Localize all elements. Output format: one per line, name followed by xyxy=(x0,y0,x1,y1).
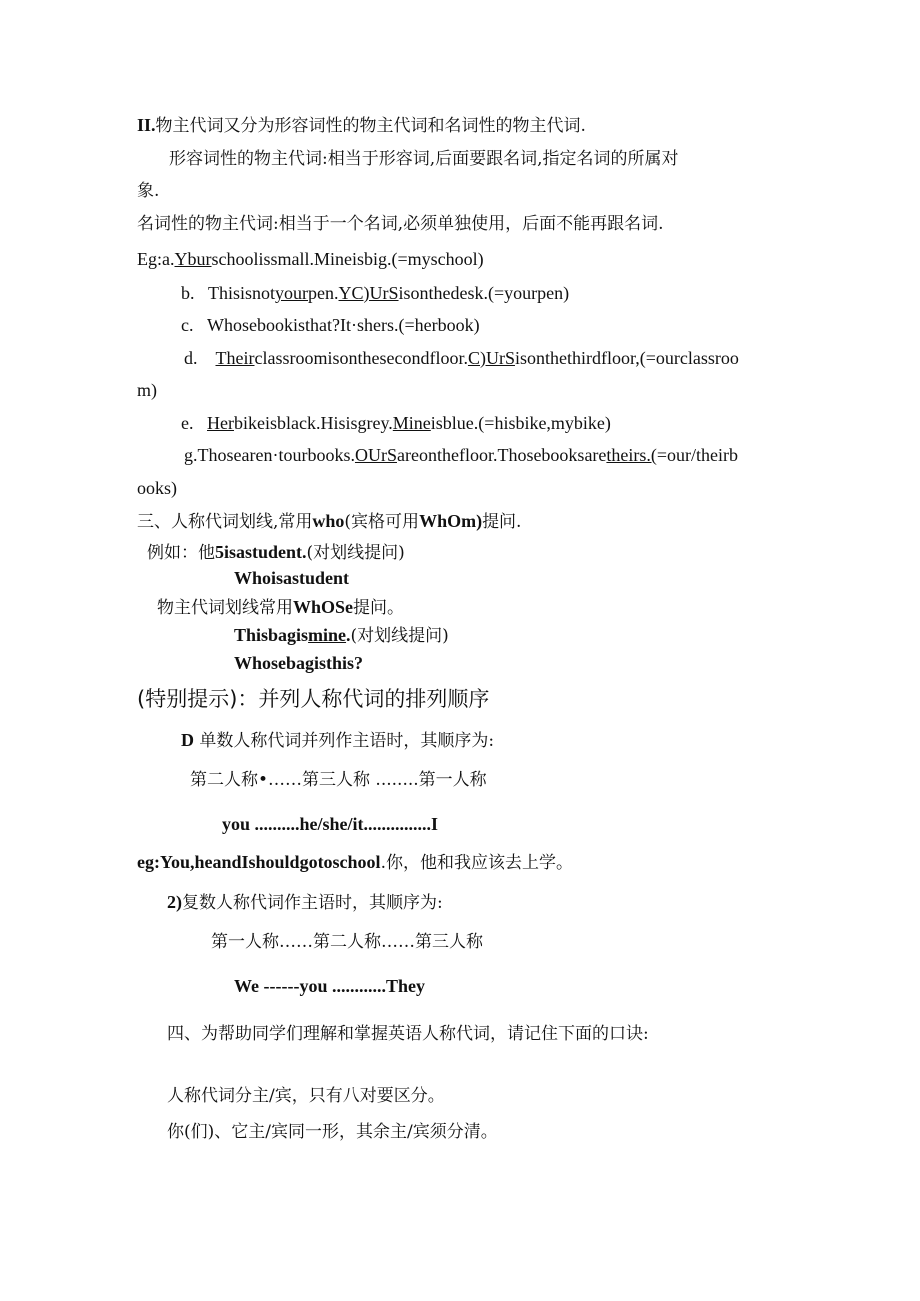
example-d: d. Theirclassroomisonthesecondfloor.C)UrSisonthethirdfloor,(=ourclassroo xyxy=(184,348,739,368)
example-d-cont: m) xyxy=(137,380,157,400)
rhyme-line-1: 人称代词分主/宾，只有八对要区分。 xyxy=(167,1086,445,1106)
tip-item-1: D 单数人称代词并列作主语时，其顺序为: xyxy=(181,730,495,751)
possessive-example: Thisbagismine.(对划线提问) xyxy=(234,625,449,646)
example-g-cont: ooks) xyxy=(137,478,177,498)
tip-item-1-english: you ..........he/she/it...............I xyxy=(222,814,439,834)
section-2-intro xyxy=(137,114,586,137)
tip-item-2: 2)复数人称代词作主语时，其顺序为: xyxy=(167,892,443,913)
tip-item-2-english: We ------you ............They xyxy=(234,976,425,996)
section-label: II. xyxy=(137,115,156,135)
section-3-answer: Whoisastudent xyxy=(234,568,350,588)
section-4-title: 四、为帮助同学们理解和掌握英语人称代词，请记住下面的口诀: xyxy=(167,1024,649,1044)
adjective-definition-cont: 象. xyxy=(137,181,160,201)
adjective-definition: 形容词性的物主代词:相当于形容词,后面要跟名词,指定名词的所属对 xyxy=(169,149,679,169)
possessive-question-rule: 物主代词划线常用WhOSe提问。 xyxy=(157,597,405,618)
example-a: Eg:a.Yburschoolissmall.Mineisbig.(=myschool) xyxy=(137,249,484,269)
example-g: g.Thosearen·tourbooks.OUrSareonthefloor.Thosebooksaretheirs.(=our/theirb xyxy=(184,445,739,465)
section-2-intro-text: 物主代词又分为形容词性的物主代词和名词性的物主代词. xyxy=(155,116,586,136)
example-e: e. Herbikeisblack.Hisisgrey.Mineisblue.(=hisbike,mybike) xyxy=(181,413,611,433)
tip-item-2-order: 第一人称……第二人称……第三人称 xyxy=(211,932,483,952)
possessive-answer: Whosebagisthis? xyxy=(234,653,364,673)
section-3-title: 三、人称代词划线,常用who(宾格可用WhOm)提问. xyxy=(137,511,522,532)
tip-example: eg:You,heandIshouldgotoschool.你，他和我应该去上学。 xyxy=(137,852,573,873)
tip-item-1-order: 第二人称•……第三人称 ........第一人称 xyxy=(190,770,487,790)
rhyme-line-2: 你(们)、它主/宾同一形，其余主/宾须分清。 xyxy=(167,1122,498,1142)
section-3-example: 例如：他5isastudent.(对划线提问) xyxy=(147,542,405,563)
special-tip-heading: (特别提示)：并列人称代词的排列顺序 xyxy=(137,687,490,711)
example-c: c. Whosebookisthat?It·shers.(=herbook) xyxy=(181,315,480,335)
example-b: b. Thisisnotyourpen.YC)UrSisonthedesk.(=yourpen) xyxy=(181,283,570,303)
noun-definition: 名词性的物主代词:相当于一个名词,必须单独使用，后面不能再跟名词. xyxy=(137,214,664,234)
